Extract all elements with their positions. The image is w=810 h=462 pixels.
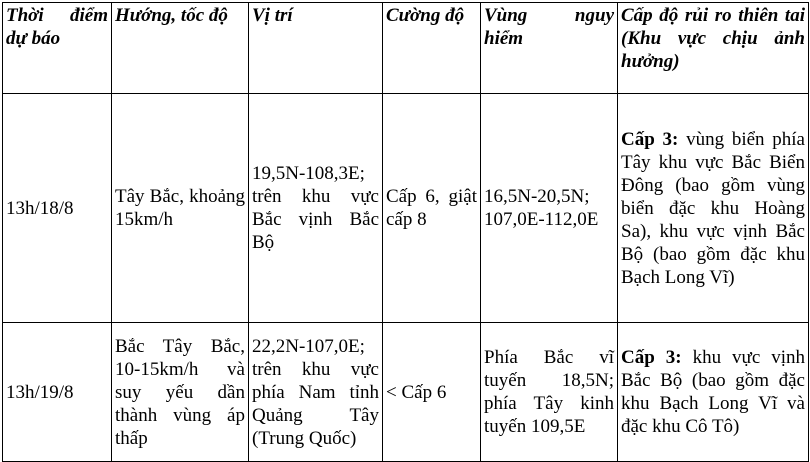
header-position: Vị trí — [249, 3, 383, 94]
cell-position: 22,2N-107,0E; trên khu vực phía Nam tỉnh Quảng Tây (Trung Quốc) — [249, 323, 383, 462]
cell-risk — [618, 94, 809, 323]
cell-danger-zone: 16,5N-20,5N; 107,0E-112,0E — [481, 94, 618, 323]
forecast-table — [2, 2, 809, 462]
risk-level-label: Cấp 3: — [621, 347, 682, 368]
cell-time: 13h/18/8 — [3, 94, 112, 323]
header-forecast-time: Thời điểm dự báo — [3, 3, 112, 94]
header-intensity: Cường độ — [383, 3, 481, 94]
header-danger-zone: Vùng nguy hiểm — [481, 3, 618, 94]
risk-area-text: khu vực vịnh Bắc Bộ (bao gồm đặc khu Bạch Long Vĩ và đặc khu Cô Tô) — [621, 347, 806, 437]
header-risk-level: Cấp độ rủi ro thiên tai (Khu vực chịu ảnh hưởng) — [618, 3, 809, 94]
cell-intensity: < Cấp 6 — [383, 323, 481, 462]
risk-level-label: Cấp 3: — [621, 128, 679, 150]
table-header-row — [3, 3, 809, 94]
table-row — [3, 94, 809, 323]
cell-intensity: Cấp 6, giật cấp 8 — [383, 94, 481, 323]
cell-position: 19,5N-108,3E; trên khu vực Bắc vịnh Bắc Bộ — [249, 94, 383, 323]
header-direction-speed: Hướng, tốc độ — [112, 3, 249, 94]
cell-risk — [618, 323, 809, 462]
cell-direction-speed: Bắc Tây Bắc, 10-15km/h và suy yếu dần thành vùng áp thấp — [112, 323, 249, 462]
cell-danger-zone: Phía Bắc vĩ tuyến 18,5N; phía Tây kinh tuyến 109,5E — [481, 323, 618, 462]
risk-area-text: vùng biển phía Tây khu vực Bắc Biển Đông (bao gồm vùng biển đặc khu Hoàng Sa), khu vực vịnh Bắc Bộ (bao gồm đặc khu Bạch Long Vĩ) — [621, 128, 805, 288]
table-row — [3, 323, 809, 462]
cell-time: 13h/19/8 — [3, 323, 112, 462]
cell-direction-speed: Tây Bắc, khoảng 15km/h — [112, 94, 249, 323]
